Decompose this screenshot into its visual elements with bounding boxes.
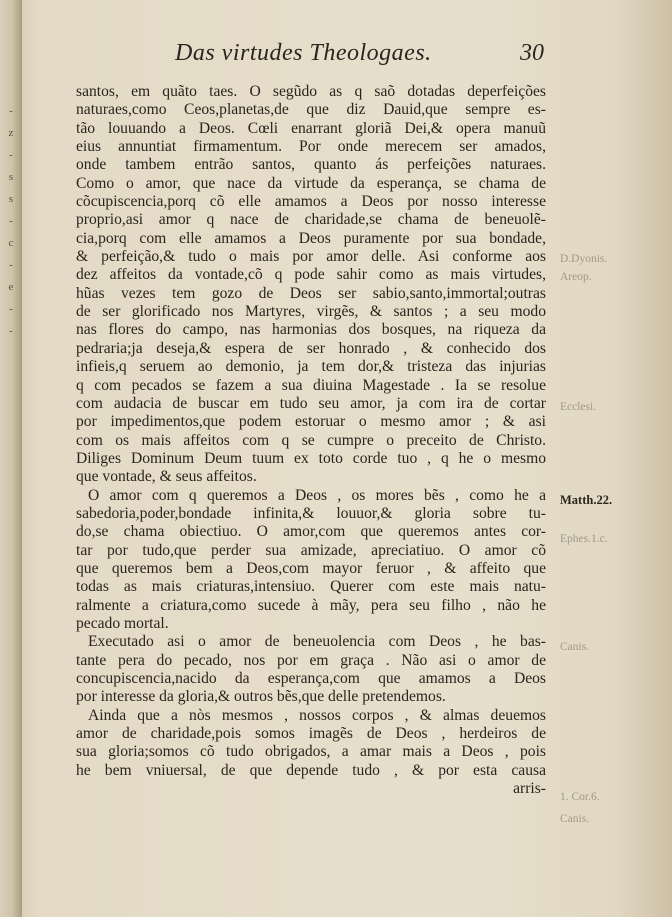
text-line: Ainda que a nòs mesmos , nossos corpos , & almas deuemos — [88, 706, 546, 724]
text-line: cia,porq com elle amamos a Deos puramente por sua bondade, — [76, 229, 546, 247]
gutter-marks — [2, 100, 20, 342]
gutter-mark: z — [8, 127, 14, 139]
text-line: que vontade, & seus affeitos. — [76, 468, 257, 486]
margin-note: Ecclesi. — [560, 401, 597, 413]
gutter-mark: s — [8, 171, 14, 183]
text-line: nas flores do campo, nas harmonias dos bosques, na riqueza da — [76, 321, 546, 339]
text-line: naturaes,como Ceos,planetas,de que diz Dauid,que sempre es- — [76, 101, 546, 119]
text-line: Como o amor, que nace da virtude da esperança, se chama de — [76, 174, 546, 192]
gutter-mark: e — [8, 281, 14, 293]
gutter-mark: - — [9, 303, 13, 315]
margin-note: D.Dyonis. — [560, 253, 608, 265]
text-line: amor de charidade,pois somos imagẽs de Deos , herdeiros de — [76, 725, 546, 743]
gutter-mark: - — [9, 149, 13, 161]
margin-note: Canis. — [560, 813, 590, 825]
text-line: de ser glorificado nos Martyres, virgẽs, & santos ; a seu modo — [76, 303, 546, 321]
margin-note: Ephes.1.c. — [560, 533, 608, 545]
gutter-mark: s — [8, 193, 14, 205]
text-line: arris- — [513, 780, 546, 798]
text-line: proprio,asi amor q nace de charidade,se chama de beneuolẽ- — [76, 211, 546, 229]
text-line: cõcupiscencia,porq cõ elle amamos a Deos por nosso interesse — [76, 193, 546, 211]
text-line: com audacia de buscar em tudo seu amor, ja com ira de cortar — [76, 394, 546, 412]
text-line: tante pera do pecado, nos por em graça . Não asi o amor de — [76, 651, 546, 669]
text-line: sabedoria,poder,bondade infinita,& louuor,& gloria sobre tu- — [76, 504, 546, 522]
text-line: santos, em quãto taes. O segũdo as q saõ dotadas deperfeições — [76, 83, 546, 100]
text-line: he bem vniuersal, de que depende tudo , & por esta causa — [76, 761, 546, 779]
gutter-mark: c — [8, 237, 14, 249]
text-line: sua gloria;somos cõ tudo obrigados, a amar mais a Deos , pois — [76, 743, 546, 761]
text-line: Executado asi o amor de beneuolencia com Deos , he bas- — [88, 633, 546, 651]
margin-note: Canis. — [560, 641, 590, 653]
text-line: q com pecados se fazem a sua diuina Magestade . Ia se resolue — [76, 376, 546, 394]
text-line: pedraria;ja deseja,& espera de ser honrado , & conhecido dos — [76, 339, 546, 357]
text-line: todas as mais criaturas,intensiuo. Querer com este mais natu- — [76, 578, 546, 596]
body-text — [76, 83, 546, 798]
text-line: onde tambem entrão santos, quanto ás perfeições naturaes. — [76, 156, 546, 174]
text-line: & perfeição,& tudo o mais por amor delle. Asi conforme aos — [76, 248, 546, 266]
text-line: hũas vezes tem gozo de Deos ser sabio,santo,immortal;outras — [76, 284, 546, 302]
text-line: concupiscencia,nacido da esperança,com que amamos a Deos — [76, 670, 546, 687]
text-line: infieis,q seruem ao demonio, ja tem dor,& tristeza das injurias — [76, 358, 546, 376]
text-line: Diliges Dominum Deum tuum ex toto corde tuo , q he o mesmo — [76, 449, 546, 467]
text-line: O amor com q queremos a Deos , os mores bẽs , como he a — [88, 486, 546, 504]
text-line: por impedimentos,que podem estoruar o mesmo amor ; & asi — [76, 413, 546, 431]
text-line: por interesse da gloria,& outros bẽs,que delle pretendemos. — [76, 688, 446, 706]
text-line: pecado mortal. — [76, 614, 169, 632]
gutter-mark: - — [9, 325, 13, 337]
gutter-mark: - — [9, 259, 13, 271]
margin-note: Areop. — [560, 271, 592, 283]
running-header-title: Das virtudes Theologaes. — [175, 40, 432, 66]
text-line: dez affeitos da vontade,cõ q pode sahir como as mais virtudes, — [76, 266, 546, 284]
text-line: tão louuando a Deos. Cœli enarrant gloriã Dei,& opera manuũ — [76, 119, 546, 137]
text-line: eius annuntiat firmamentum. Por onde merecem ser amados, — [76, 138, 546, 156]
text-line: tar por tudo,que perder sua amizade, apreciatiuo. O amor cõ — [76, 541, 546, 559]
margin-note: 1. Cor.6. — [560, 791, 600, 803]
page-number: 30 — [520, 40, 544, 66]
gutter-mark: - — [9, 215, 13, 227]
text-line: do,se chama obiectiuo. O amor,com que queremos antes cor- — [76, 523, 546, 541]
text-line: com os mais affeitos com q se cumpre o preceito de Christo. — [76, 431, 546, 449]
gutter-mark: - — [9, 105, 13, 117]
text-line: ralmente a criatura,como sucede à mãy, pera seu filho , não he — [76, 596, 546, 614]
margin-note: Matth.22. — [560, 493, 613, 507]
binding-gutter — [0, 0, 22, 917]
text-line: que queremos bem a Deos,com mayor feruor , & affeito que — [76, 559, 546, 577]
